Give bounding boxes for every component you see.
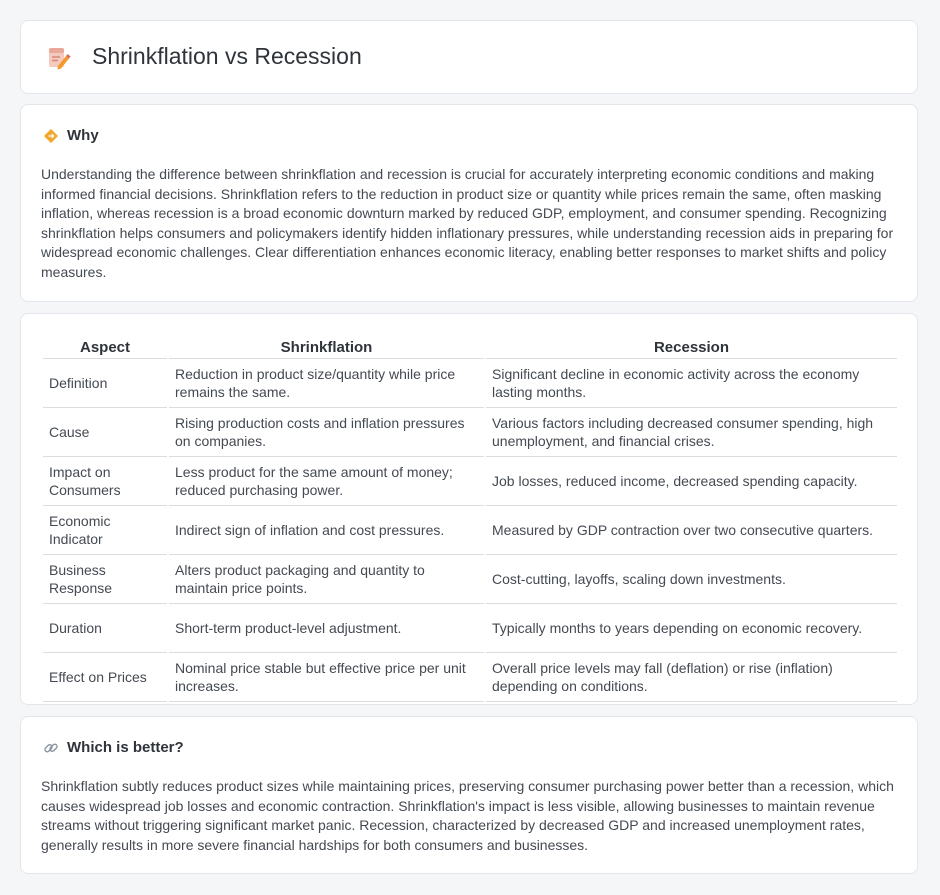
row-aspect: Duration bbox=[43, 604, 167, 653]
row-shrinkflation: Rising production costs and inflation pressures on companies. bbox=[169, 408, 484, 457]
row-shrinkflation: Less product for the same amount of money; reduced purchasing power. bbox=[169, 457, 484, 506]
table-row bbox=[43, 653, 897, 702]
why-text: Understanding the difference between shrinkflation and recession is crucial for accurately interpreting economic conditions and making informed financial decisions. Shrinkflation refers to the reduction in product size or quantity while prices remain the same, often masking inflation, whereas recession is a broad economic downturn marked by reduced GDP, employment, and consumer spending. Recognizing shrinkflation helps consumers and policymakers identify hidden inflationary pressures, while understanding recession aids in preparing for widespread economic challenges. Clear differentiation enhances economic literacy, enabling better responses to market shifts and policy measures. bbox=[41, 166, 894, 280]
table-row bbox=[43, 604, 897, 653]
row-aspect: Economic Indicator bbox=[43, 506, 167, 555]
table-header-row bbox=[43, 336, 897, 359]
row-recession: Measured by GDP contraction over two consecutive quarters. bbox=[486, 506, 897, 555]
better-text: Shrinkflation subtly reduces product sizes while maintaining prices, preserving consumer purchasing power better than a recession, which causes widespread job losses and economic contraction. Shrinkflation's impact is less visible, allowing businesses to maintain revenue streams without triggering significant market panic. Recession, characterized by decreased GDP and increased unemployment rates, generally results in more severe financial hardships for both consumers and businesses. bbox=[41, 778, 894, 853]
header-shrinkflation: Shrinkflation bbox=[169, 336, 484, 359]
header-aspect: Aspect bbox=[43, 336, 167, 359]
table-row bbox=[43, 457, 897, 506]
why-section bbox=[20, 104, 918, 302]
title-card bbox=[20, 20, 918, 94]
row-aspect: Business Response bbox=[43, 555, 167, 604]
better-heading: Which is better? bbox=[67, 739, 184, 756]
row-shrinkflation: Reduction in product size/quantity while price remains the same. bbox=[169, 359, 484, 408]
link-icon bbox=[43, 740, 59, 756]
table-row bbox=[43, 408, 897, 457]
table-row bbox=[43, 506, 897, 555]
header-recession: Recession bbox=[486, 336, 897, 359]
row-aspect: Impact on Consumers bbox=[43, 457, 167, 506]
row-recession: Typically months to years depending on economic recovery. bbox=[486, 604, 897, 653]
page-title: Shrinkflation vs Recession bbox=[92, 43, 362, 69]
row-recession: Cost-cutting, layoffs, scaling down investments. bbox=[486, 555, 897, 604]
row-recession: Various factors including decreased consumer spending, high unemployment, and financial crises. bbox=[486, 408, 897, 457]
why-heading: Why bbox=[67, 127, 99, 144]
row-shrinkflation: Nominal price stable but effective price per unit increases. bbox=[169, 653, 484, 702]
row-recession: Job losses, reduced income, decreased spending capacity. bbox=[486, 457, 897, 506]
row-aspect: Cause bbox=[43, 408, 167, 457]
table-row bbox=[43, 555, 897, 604]
table-row bbox=[43, 359, 897, 408]
row-aspect: Definition bbox=[43, 359, 167, 408]
row-recession: Significant decline in economic activity across the economy lasting months. bbox=[486, 359, 897, 408]
row-aspect: Effect on Prices bbox=[43, 653, 167, 702]
comparison-table bbox=[41, 336, 899, 702]
row-shrinkflation: Short-term product-level adjustment. bbox=[169, 604, 484, 653]
row-recession: Overall price levels may fall (deflation) or rise (inflation) depending on conditions. bbox=[486, 653, 897, 702]
row-shrinkflation: Alters product packaging and quantity to maintain price points. bbox=[169, 555, 484, 604]
row-shrinkflation: Indirect sign of inflation and cost pressures. bbox=[169, 506, 484, 555]
comparison-card bbox=[20, 313, 918, 705]
better-section bbox=[20, 716, 918, 874]
document-pencil-icon bbox=[45, 45, 71, 71]
diamond-arrows-icon bbox=[43, 128, 59, 144]
